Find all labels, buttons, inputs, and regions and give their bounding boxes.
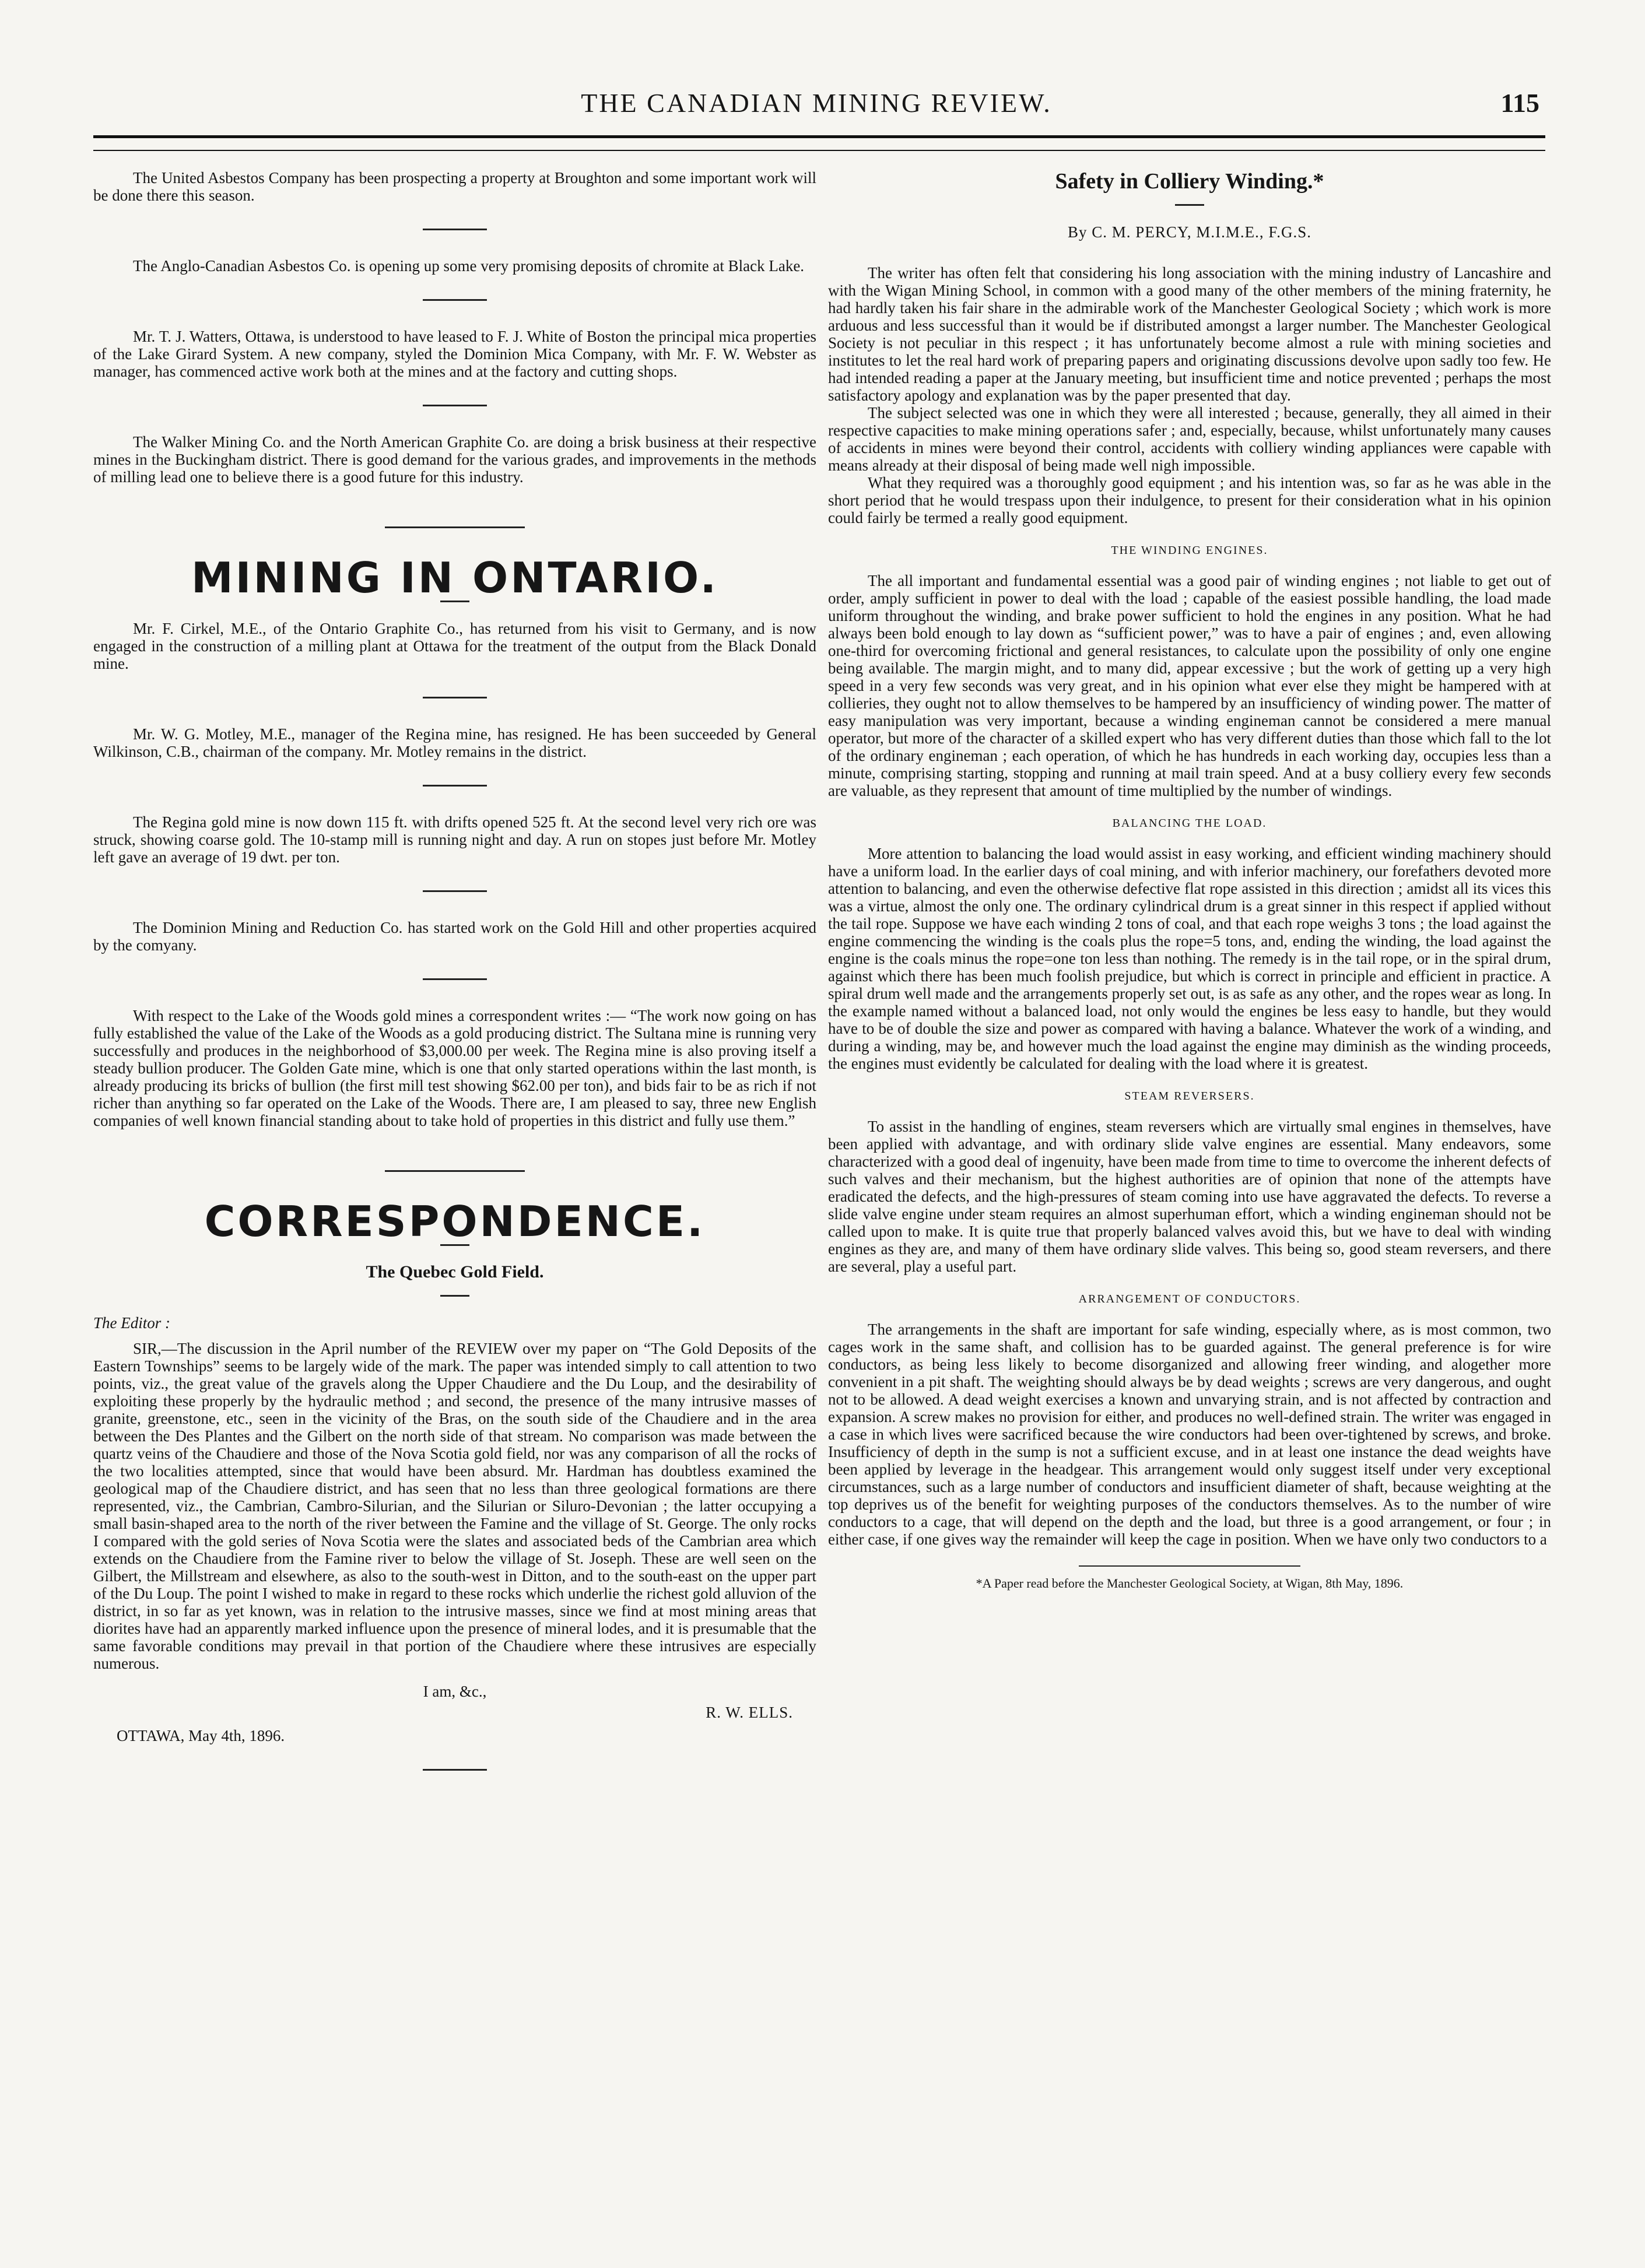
letter-title: The Quebec Gold Field. (366, 1262, 544, 1282)
letter-place-date: OTTAWA, May 4th, 1896. (117, 1727, 285, 1744)
news-item: Mr. W. G. Motley, M.E., manager of the Regina mine, has resigned. He has been succeeded by General Wilkinson, C.B., chairman of the company. Mr. Motley remains in the district. (93, 725, 816, 760)
letter-closing: I am, &c., (423, 1683, 487, 1700)
right-column (828, 169, 1551, 2221)
news-item: The Regina gold mine is now down 115 ft. with drifts opened 525 ft. At the second level very rich ore was struck, showing coarse gold. The 10-stamp mill is running night and day. A run on stopes just before Mr. Motley left gave an average of 19 dwt. per ton. (93, 813, 816, 866)
news-item: The Anglo-Canadian Asbestos Co. is opening up some very promising deposits of chromite at Black Lake. (133, 257, 805, 275)
news-item: The United Asbestos Company has been prospecting a property at Broughton and some important work will be done there this season. (93, 169, 816, 204)
subheading-balancing-load: BALANCING THE LOAD. (1112, 817, 1267, 830)
separator-rule (423, 978, 487, 980)
footnote-rule (1079, 1565, 1300, 1567)
subheading-steam-reversers: STEAM REVERSERS. (1124, 1090, 1255, 1103)
news-item: With respect to the Lake of the Woods gold mines a correspondent writes :— “The work now going on has fully established the value of the Lake of the Woods as a gold producing district. The Sultana mine is running very successfully and produces in the neighborhood of $3,000.00 per week. The Regina mine is also proving itself a steady bullion producer. The Golden Gate mine, which is one that only started operations within the last month, is already producing its bricks of bullion (the first mill test showing $62.00 per ton), and bids fair to be as rich if not richer than anything so far operated on the Lake of the Woods. There are, I am pleased to say, three new English companies of well known financial standing about to take hold of properties in this district and fully use them.” (93, 1007, 816, 1129)
signature-row (93, 1704, 816, 1744)
subheading-conductors: ARRANGEMENT OF CONDUCTORS. (1078, 1293, 1301, 1305)
subheading-winding-engines: THE WINDING ENGINES. (1111, 544, 1268, 557)
separator-rule (423, 785, 487, 787)
section-heading-ontario: MINING IN ONTARIO. (191, 553, 718, 602)
article-paragraph: The all important and fundamental essential was a good pair of winding engines ; not liable to get out of order, amply sufficient in power to deal with the load ; capable of the easiest possible handling, the load made uniform throughout the winding, and brake power sufficient to hold the engines in any position. What he had always been bold enough to lay down as “sufficient power,” was to have a pair of engines ; and, even allowing one-third for overcoming frictional and general resistances, to calculate upon the possibility of only one engine being available. The margin might, and to many did, appear excessive ; but the work of getting up a very high speed in a very few seconds was very great, and in his opinion what ever else they might be hampered with at collieries, they ought not to allow themselves to be hampered by an insufficiency of winding power. The matter of easy manipulation was very important, because a winding engineman cannot be considered a mere manual operator, but more of the character of a skilled expert who has very different duties than those which fall to the lot of the ordinary engineman ; each operation, of which he has hundreds in each working day, occupies less than a minute, comprising starting, stopping and running at mail train speed. And at a busy colliery every few seconds are valuable, as they represent that amount of time multiplied by the number of windings. (828, 572, 1551, 799)
separator-rule (423, 299, 487, 301)
separator-rule (423, 697, 487, 698)
news-item: Mr. F. Cirkel, M.E., of the Ontario Graphite Co., has returned from his visit to Germany, and is now engaged in the construction of a milling plant at Ottawa for the treatment of the output from the Black Donald mine. (93, 620, 816, 672)
separator-rule (423, 229, 487, 230)
separator-rule (423, 890, 487, 892)
article-paragraph: The writer has often felt that considering his long association with the mining industry of Lancashire and with the Wigan Mining School, in common with a good many of the other members of the mining fraternity, he had hardly taken his fair share in the admirable work of the Manchester Geological Society ; which work is more arduous and less successful than it would be if distributed amongst a larger number. The Manchester Geological Society is not peculiar in this respect ; it has unfortunately become almost a rule with mining societies and institutes to let the real hard work of preparing papers and originating discussions devolve upon sadly too few. He had intended reading a paper at the January meeting, but insufficient time and notice prevented ; perhaps the most satisfactory apology and explanation was by the paper presented that day. (828, 264, 1551, 404)
page-number: 115 (1500, 88, 1539, 118)
separator-rule (440, 1295, 469, 1297)
section-rule (385, 1170, 525, 1172)
section-rule (385, 526, 525, 528)
journal-title: THE CANADIAN MINING REVIEW. (581, 88, 1052, 118)
section-heading-correspondence: CORRESPONDENCE. (204, 1197, 706, 1246)
article-footnote: *A Paper read before the Manchester Geological Society, at Wigan, 8th May, 1896. (976, 1576, 1404, 1591)
left-column (93, 169, 816, 2221)
news-item: The Dominion Mining and Reduction Co. has started work on the Gold Hill and other properties acquired by the comyany. (93, 919, 816, 954)
news-item: The Walker Mining Co. and the North American Graphite Co. are doing a brisk business at their respective mines in the Buckingham district. There is good demand for the various grades, and improvements in the methods of milling lead one to believe there is a good future for this industry. (93, 433, 816, 486)
letter-salutation: The Editor : (93, 1314, 170, 1332)
letter-signature: R. W. ELLS. (706, 1704, 793, 1721)
article-paragraph: More attention to balancing the load would assist in easy working, and efficient winding machinery should have a uniform load. In the earlier days of coal mining, and with inferior machinery, our forefathers devoted more attention to balancing, and even the otherwise defective flat rope assisted in this direction ; amidst all its vices this was a virtue, almost the only one. The ordinary cylindrical drum is a great sinner in this respect if applied without the tail rope. Suppose we have each winding 2 tons of coal, and that each rope weighs 3 tons ; the load against the engine commencing the winding is the coals plus the rope=5 tons, and, ending the winding, the load against the engine is the coals minus the rope=one ton less than nothing. The remedy is in the tail rope, or in the spiral drum, against which there has been much foolish prejudice, but which is correct in principle and efficient in practice. A spiral drum well made and the arrangements properly set out, is as safe as any other, and the ropes wear as long. In the example named without a balanced load, not only would the engines be less easy to handle, but they would have to be of double the size and power as compared with having a balance. Whatever the work of a winding, and during a winding, may be, and however much the load against the engine may diminish as the winding proceeds, the engines must evidently be calculated for dealing with the load where it is greatest. (828, 845, 1551, 1072)
masthead (93, 87, 1539, 128)
separator-rule (1175, 204, 1204, 206)
article-paragraph: To assist in the handling of engines, steam reversers which are virtually smal engines in themselves, have been applied with advantage, and with ordinary slide valve engines are essential. Many endeavors, some characterized with a good deal of ingenuity, have been made from time to time to overcome the inherent defects of such valves and their mechanism, but the highest authorities are of opinion that none of the attempts have eradicated the defects, and the high-pressures of steam coming into use have aggravated the defects. To reverse a slide valve engine under steam requires an almost superhuman effort, which a winding engineman should not be called upon to make. It is quite true that properly balanced valves avoid this, but we have to deal with winding engines as they are, and many of them have ordinary slide valves. This being so, good steam reversers, and there are several, play a useful part. (828, 1118, 1551, 1275)
letter-body: SIR,—The discussion in the April number of the REVIEW over my paper on “The Gold Deposits of the Eastern Townships” seems to be largely wide of the mark. The paper was intended simply to call attention to two points, viz., the great value of the gravels along the Upper Chaudiere and the Du Loup, and the desirability of exploiting these properly by the hydraulic method ; and second, the presence of the many intrusive masses of granite, greenstone, etc., seen in the vicinity of the Bras, on the south side of the Chaudiere and in the area between the Des Plantes and the Gilbert on the north side of that stream. No comparison was made between the quartz veins of the Chaudiere and those of the Nova Scotia gold field, nor was any comparison of all the rocks of the two localities attempted, since that would have been absurd. Mr. Hardman has doubtless examined the geological map of the Chaudiere district, and has seen that no less than three geological formations are there represented, viz., the Cambrian, Cambro-Silurian, and the Silurian or Siluro-Devonian ; the latter occupying a small basin-shaped area to the north of the river between the Famine and the village of St. George. The only rocks I compared with the gold series of Nova Scotia were the slates and associated beds of the Cambrian area which extends on the Chaudiere from the Famine river to below the village of St. Joseph. These are well seen on the Gilbert, the Millstream and elsewhere, as also to the south-west in Ditton, and to the south-east on the upper part of the Du Loup. The point I wished to make in regard to these rocks which underlie the richest gold alluvion of the district, in so far as yet known, was in relation to the intrusive masses, since we find at most mining areas that diorites have had an apparently marked influence upon the presence of mineral lodes, and it is presumable that the same favorable conditions may prevail in that portion of the Chaudiere where these intrusives are especially numerous. (93, 1340, 816, 1672)
article-title: Safety in Colliery Winding.* (1055, 169, 1324, 194)
article-paragraph: The subject selected was one in which they were all interested ; because, generally, they all aimed in their respective capacities to make mining operations safer ; and, especially, because, whilst unfortunately many causes of accidents in mines were beyond their control, accidents with colliery winding appliances were capable with means already at their disposal of being made well nigh impossible. (828, 404, 1551, 474)
header-rule (93, 135, 1545, 151)
news-item: Mr. T. J. Watters, Ottawa, is understood to have leased to F. J. White of Boston the principal mica properties of the Lake Girard System. A new company, styled the Dominion Mica Company, with Mr. F. W. Webster as manager, has commenced active work both at the mines and at the factory and cutting shops. (93, 328, 816, 380)
separator-rule (423, 405, 487, 406)
article-paragraph: What they required was a thoroughly good equipment ; and his intention was, so far as he was able in the short period that he would trespass upon their indulgence, to present for their consideration what in his opinion could fairly be termed a really good equipment. (828, 474, 1551, 526)
article-paragraph: The arrangements in the shaft are important for safe winding, especially where, as is most common, two cages work in the same shaft, and collision has to be guarded against. The general preference is for wire conductors, as being less likely to become disorganized and allowing freer winding, and alogether more convenient in a pit shaft. The weighting should always be by dead weights ; screws are very dangerous, and ought not to be allowed. A dead weight exercises a known and unvarying strain, and is not affected by contraction and expansion. A screw makes no provision for either, and produces no well-defined strain. The writer was engaged in a case in which lives were sacrificed because the wire conductors had been over-tightened by screws, and broke. Insufficiency of depth in the sump is not a sufficient excuse, and in at least one instance the dead weights have been applied by leverage in the headgear. This arrangement would only suggest itself under very exceptional circumstances, such as a large number of conductors and insufficient diameter of shaft, because weighting at the top deprives us of the benefit for weighting purposes of the conductors themselves. As to the number of wire conductors to a cage, that will depend on the depth and the load, but three is a good arrangement, or four ; in either case, if one gives way the remainder will keep the cage in position. When we have only two conductors to a (828, 1321, 1551, 1548)
separator-rule (423, 1769, 487, 1771)
article-byline: By C. M. PERCY, M.I.M.E., F.G.S. (1068, 223, 1311, 241)
